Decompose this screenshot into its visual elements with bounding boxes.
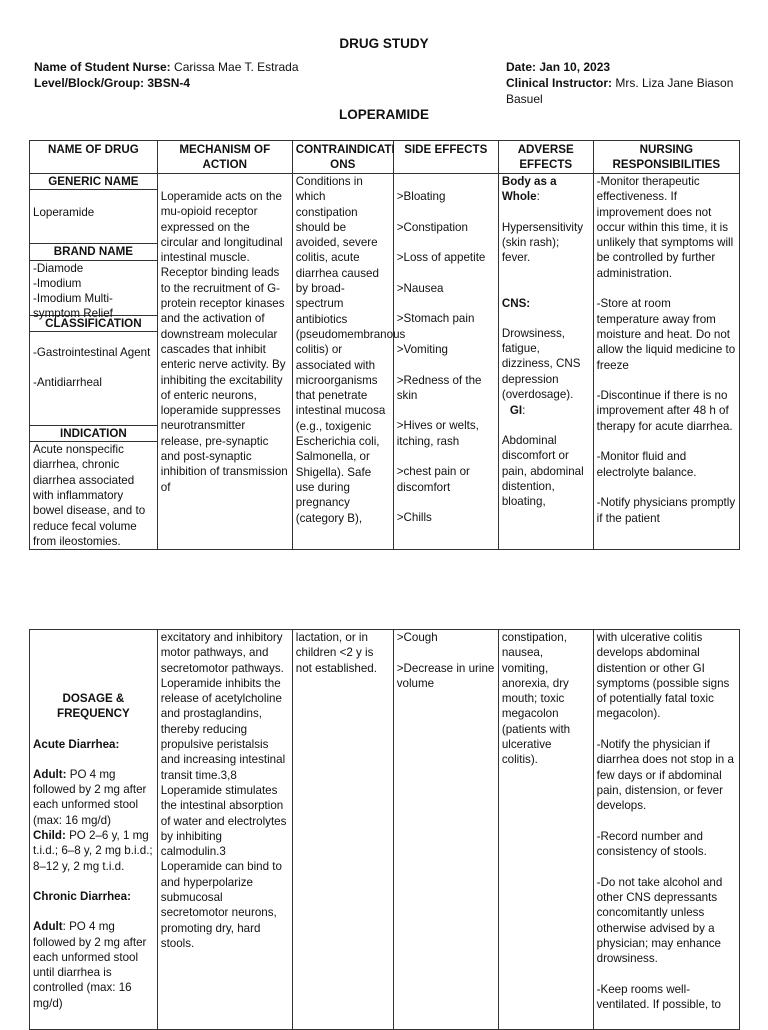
- body-as-whole-colon: :: [536, 190, 540, 204]
- generic-name-label: GENERIC NAME: [30, 174, 157, 190]
- child-dosage: Child: PO 2–6 y, 1 mg t.i.d.; 6–8 y, 2 mg b.i.d.; 8–12 y, 2 mg t.i.d.: [33, 829, 153, 873]
- mechanism-cell-2: [157, 630, 292, 1030]
- adverse-effects-cell-2: [498, 630, 593, 1030]
- table-body-row: [30, 174, 740, 550]
- adverse-gi-value: Abdominal discomfort or pain, abdominal distention, bloating,: [501, 434, 584, 509]
- indication-value: Acute nonspecific diarrhea, chronic diarrhea associated with inflammatory bowel disease, and to reduce fecal volume from ileostomies.: [33, 443, 146, 548]
- brand-name-label: BRAND NAME: [30, 243, 157, 260]
- ci-label: Clinical Instructor:: [506, 76, 613, 90]
- brand-name-value: -Diamode -Imodium -Imodium Multi-symptom Relief: [33, 261, 113, 321]
- dosage-label: DOSAGE & FREQUENCY: [56, 692, 130, 721]
- chronic-diarrhea-label: Chronic Diarrhea:: [33, 889, 131, 903]
- side-effects-text-2: >Cough >Decrease in urine volume: [396, 631, 495, 690]
- header-contraindications: CONTRAINDICATI ONS: [292, 141, 393, 174]
- drug-title: LOPERAMIDE: [338, 107, 429, 122]
- table-body-row-2: [30, 630, 740, 1030]
- contraindications-text-2: lactation, or in children <2 y is not established.: [295, 631, 377, 675]
- nursing-cell: [593, 174, 739, 550]
- side-effects-text: >Bloating >Constipation >Loss of appetite >Nausea >Stomach pain >Vomiting >Redness of the skin >Hives or welts, itching, rash >chest pain or discomfort >Chills: [396, 190, 486, 525]
- side-effects-cell-2: [393, 630, 498, 1030]
- nursing-text: -Monitor therapeutic effectiveness. If improvement does not occur within this time, it is unlikely that symptoms will be controlled by further administration. -Store at room temperature away from moisture and heat. Do not allow the liquid medicine to freeze -Discontinue if there is no improvement after 48 h of therapy for acute diarrhea. -Monitor fluid and electrolyte balance. -Notify physicians promptly if the patient: [596, 175, 736, 525]
- adverse-body-as-whole: [502, 174, 590, 205]
- contraindications-cell: [292, 174, 406, 550]
- level-value: 3BSN-4: [144, 76, 191, 90]
- indication-label: INDICATION: [30, 425, 157, 442]
- header-side-effects: SIDE EFFECTS: [393, 141, 498, 174]
- nursing-cell-2: [593, 630, 739, 1030]
- drug-table-page-2: [29, 629, 740, 1030]
- drug-table-page-1: [29, 140, 740, 550]
- nursing-text-2: with ulcerative colitis develops abdominal distention or other GI symptoms (possible signs of potentially fatal toxic megacolon). -Notify the physician if diarrhea does not stop in a few days or if abdominal pain, distension, or fever develops. -Record number and consistency of stools. -Do not take alcohol and other CNS depressants concomitantly unless otherwise advised by a physician; may enhance drowsiness. -Keep rooms well-ventilated. If possible, to: [596, 631, 734, 1012]
- mechanism-text: Loperamide acts on the mu-opioid receptor expressed on the circular and longitudinal intestinal muscle. Receptor binding leads to the recruitment of G-protein receptor kinases and the activation of downstream molecular cascades that inhibit enteric nerve activity. By inhibiting the excitability of enteric neurons, loperamide suppresses neurotransmitter release, pre-synaptic and post-synaptic inhibition of transmission of: [160, 190, 288, 494]
- side-effects-cell: [393, 174, 498, 550]
- adverse-bw-value: Hypersensitivity (skin rash); fever.: [501, 220, 584, 265]
- generic-name-value: Loperamide: [33, 206, 95, 220]
- adverse-effects-text-2: constipation, nausea, vomiting, anorexia, dry mouth; toxic megacolon (patients with ulcerative colitis).: [501, 631, 571, 767]
- header-adverse-effects: ADVERSE EFFECTS: [498, 141, 593, 174]
- name-of-drug-cell: [30, 174, 158, 550]
- table-header-row: [30, 141, 740, 174]
- mechanism-cell: [157, 174, 292, 550]
- header-name-of-drug: NAME OF DRUG: [30, 141, 158, 174]
- body-as-whole-label: Body as a Whole: [501, 175, 557, 204]
- classification-label: CLASSIFICATION: [30, 315, 157, 332]
- adverse-cns-value: Drowsiness, fatigue, dizziness, CNS depression (overdosage).: [501, 326, 581, 402]
- header-nursing: NURSING RESPONSIBILITIES: [593, 141, 739, 174]
- page-title: DRUG STUDY: [339, 36, 429, 51]
- student-name-label: Name of Student Nurse:: [34, 60, 171, 74]
- meta-info: [506, 59, 736, 107]
- adult-chronic-dosage: Adult: PO 4 mg followed by 2 mg after each unformed stool until diarrhea is controlled (max: 16 mg/d): [33, 920, 147, 1010]
- adult-dosage: Adult: PO 4 mg followed by 2 mg after each unformed stool (max: 16 mg/d): [33, 767, 147, 827]
- header-mechanism: MECHANISM OF ACTION: [157, 141, 292, 174]
- level-label: Level/Block/Group:: [34, 76, 145, 90]
- gi-label: GI:: [509, 403, 526, 417]
- contraindications-cell-2: [292, 630, 393, 1030]
- cns-label: CNS:: [501, 296, 531, 310]
- classification-value: -Gastrointestinal Agent -Antidiarrheal: [33, 345, 151, 390]
- date-value: Jan 10, 2023: [536, 60, 611, 74]
- acute-diarrhea-label: Acute Diarrhea:: [33, 737, 120, 751]
- date-label: Date:: [506, 60, 537, 74]
- mechanism-text-2: excitatory and inhibitory motor pathways, and secretomotor pathways. Loperamide inhibits the release of acetylcholine and prostaglandins, thereby reducing propulsive peristalsis and increasing intestinal transit time.3,8 Loperamide stimulates the intestinal absorption of water and electrolytes by inhibiting calmodulin.3 Loperamide can bind to and hyperpolarize submucosal secretomotor neurons, promoting dry, hard stools.: [160, 631, 287, 950]
- ci-value: Mrs. Liza Jane Biason Basuel: [506, 76, 734, 106]
- contraindications-text: Conditions in which constipation should be avoided, severe colitis, acute diarrhea caused by broad-spectrum antibiotics (pseudomembranous colitis) or associated with microorganisms that penetrate intestinal mucosa (e.g., toxigenic Escherichia coli, Salmonella, or Shigella). Safe use during pregnancy (category B),: [295, 175, 406, 525]
- adverse-effects-cell: [498, 174, 593, 550]
- student-name-value: Carissa Mae T. Estrada: [170, 60, 299, 74]
- student-info: [34, 59, 354, 91]
- dosage-cell: [30, 630, 158, 1030]
